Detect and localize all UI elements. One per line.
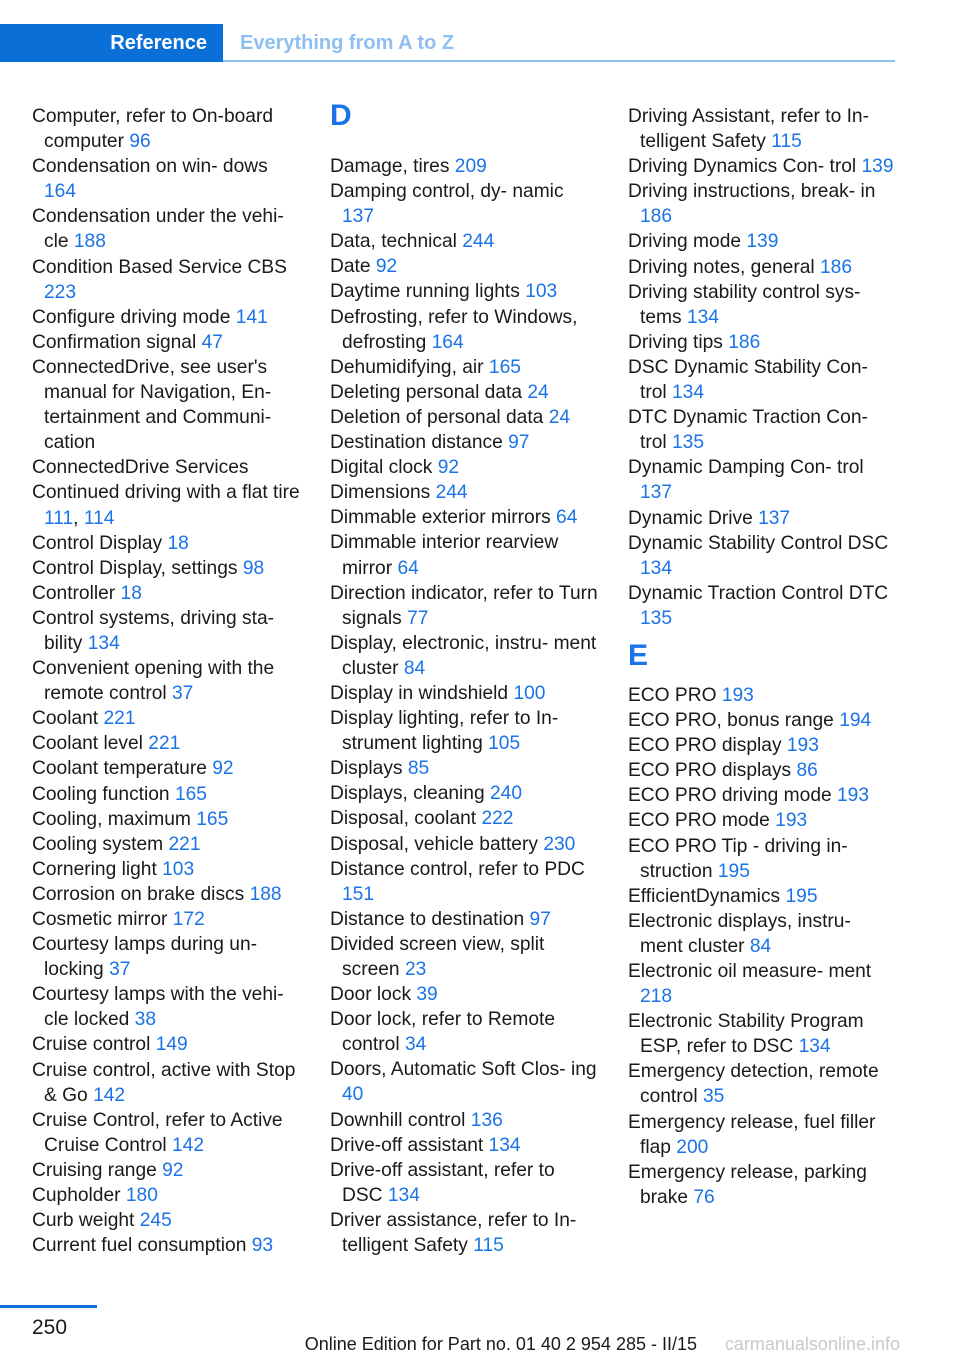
index-entry-text: Displays, cleaning [330,783,485,805]
index-entry-text: Courtesy lamps with the vehi‐ cle locked [32,984,284,1031]
index-entry [32,1158,302,1183]
index-entry-text: Driving mode [628,231,742,253]
index-entry-text: Control Display [32,532,163,554]
page-reference-link[interactable]: 38 [134,1009,157,1031]
page-reference-link[interactable]: 230 [543,833,576,855]
index-entry [32,104,302,154]
index-entry-text: Driving stability control sys‐ tems [628,281,861,328]
index-entry [628,255,898,280]
index-entry-text: Cornering light [32,858,157,880]
index-entry-text: Cruise Control, refer to Active Cruise Control [32,1109,283,1156]
index-column-1 [32,104,302,1258]
index-entry-text: Damping control, dy‐ namic [330,181,564,203]
index-entry [32,204,302,254]
page-reference-link[interactable]: 164 [44,181,77,203]
page-reference-link[interactable]: 137 [342,206,375,228]
index-entry-text: ECO PRO driving mode [628,785,832,807]
index-entry [330,706,600,756]
page-reference-link[interactable]: 115 [473,1235,504,1257]
page-reference-link[interactable]: 188 [73,231,106,253]
index-entry [32,330,302,355]
page-reference-link[interactable]: 165 [174,783,207,805]
index-entry [330,254,600,279]
page-reference-link[interactable]: 100 [513,682,546,704]
page-reference-link[interactable]: 245 [139,1210,172,1232]
page-reference-link[interactable]: 115 [771,131,802,153]
index-entry [32,756,302,781]
index-entry [330,806,600,831]
index-entry [628,733,898,758]
index-entry-text: Dynamic Damping Con‐ trol [628,457,864,479]
index-entry-text: Dynamic Traction Control DTC [628,582,889,604]
page-reference-link[interactable]: 34 [404,1034,427,1056]
index-entry-text: Driving notes, general [628,256,815,278]
page-reference-link[interactable]: 84 [403,657,426,679]
index-entry [628,909,898,959]
page-reference-link[interactable]: 193 [837,785,870,807]
page-reference-link[interactable]: 221 [148,733,181,755]
index-entry [330,1057,600,1107]
index-entry-text: Direction indicator, refer to Turn signals [330,582,598,629]
page-reference-link[interactable]: 135 [672,432,705,454]
index-entry-text: Deletion of personal data [330,406,544,428]
index-entry [330,1007,600,1057]
index-entry-text: Driving tips [628,331,723,353]
index-entry [32,932,302,982]
page-reference-link[interactable]: 149 [155,1034,188,1056]
index-entry [32,857,302,882]
page-reference-link[interactable]: 35 [702,1086,725,1108]
page-reference-link[interactable]: 111 [44,507,74,529]
page-reference-link[interactable]: 92 [162,1159,184,1181]
index-entry [330,530,600,580]
page-reference-link[interactable]: 244 [435,482,468,504]
page-reference-link[interactable]: 114 [83,507,115,529]
index-entry-text: Data, technical [330,231,457,253]
index-entry [330,355,600,380]
page-reference-link[interactable]: 193 [786,735,819,757]
index-entry-text: Electronic displays, instru‐ ment cluster [628,910,851,957]
index-entry [32,832,302,857]
index-entry [32,581,302,606]
index-entry-text: Driving Dynamics Con‐ trol [628,156,857,178]
index-entry-text: Damage, tires [330,156,450,177]
index-entry [32,882,302,907]
page-reference-link[interactable]: 18 [167,532,189,554]
index-entry-text: Disposal, coolant [330,808,477,830]
watermark: carmanualsonline.info [724,1334,900,1354]
page-reference-link[interactable]: 134 [672,382,705,404]
index-entry-text: DTC Dynamic Traction Con‐ trol [628,407,868,454]
page-reference-link[interactable]: 92 [212,758,234,780]
index-entry-text: Distance to destination [330,908,525,930]
index-entry [32,1032,302,1057]
page-reference-link[interactable]: 97 [508,432,530,454]
page-reference-link[interactable]: 186 [820,256,853,278]
chapter-tab[interactable]: Reference [0,24,223,62]
index-entry [330,932,600,982]
page-reference-link[interactable]: 165 [196,808,229,830]
page-number: 250 [32,1316,68,1339]
page-reference-link[interactable]: 93 [251,1235,274,1257]
index-entry-text: ECO PRO Tip - driving in‐ struction [628,835,848,882]
index-entry [628,280,898,330]
page-reference-link[interactable]: 221 [168,833,201,855]
page-reference-link[interactable]: 134 [798,1036,831,1058]
index-entry [32,1108,302,1158]
page-reference-link[interactable]: 240 [490,783,523,805]
index-entry [32,154,302,204]
page-reference-link[interactable]: 76 [693,1186,715,1208]
index-entry-text: Coolant temperature [32,758,207,780]
index-entry [32,1233,302,1258]
index-entry [628,179,898,229]
index-entry-text: Distance control, refer to PDC [330,858,585,880]
page-reference-link[interactable]: 136 [470,1109,503,1131]
page-reference-link[interactable]: 40 [342,1084,364,1106]
index-entry [628,1110,898,1160]
index-entry [32,807,302,832]
index-entry-text: Coolant level [32,733,143,755]
index-letter-heading: E [628,638,649,672]
index-entry [628,1059,898,1109]
index-entry [330,581,600,631]
page-reference-link[interactable]: 193 [775,810,808,832]
header-rule [223,60,895,62]
page-reference-link[interactable]: 97 [529,908,551,930]
index-entry-text: Destination distance [330,432,503,454]
index-entry-text: Continued driving with a flat tire [32,482,300,504]
index-column-2 [330,99,600,1258]
page-reference-link[interactable]: 47 [201,331,223,353]
index-entry [32,907,302,932]
index-entry-text: Door lock, refer to Remote control [330,1009,556,1056]
index-entry [32,556,302,581]
page-reference-link[interactable]: 244 [462,231,495,253]
index-entry-text: Confirmation signal [32,331,197,353]
index-entry-text: Displays [330,758,403,780]
index-entry [32,1058,302,1108]
page-reference-link[interactable]: 172 [172,909,205,930]
index-entry [330,279,600,304]
index-entry [32,355,302,455]
index-entry-text: Curb weight [32,1210,135,1232]
page-reference-link[interactable]: 135 [640,607,673,629]
index-entry [330,1208,600,1258]
index-entry-text: Cooling, maximum [32,808,191,830]
page-reference-link[interactable]: 103 [162,858,195,880]
page-reference-link[interactable]: 141 [235,306,268,328]
index-entry-text: Digital clock [330,457,433,479]
footer-rule [0,1305,97,1308]
index-entry [330,907,600,932]
index-entry-text: Cruise control, active with Stop & Go [32,1059,296,1106]
index-entry-text: ConnectedDrive Services [32,457,249,479]
page-reference-link[interactable]: 86 [796,760,818,782]
index-entry [330,1158,600,1208]
index-entry [330,405,600,430]
index-entry-text: Emergency release, fuel filler flap [628,1111,876,1158]
index-entry-text: Deleting personal data [330,381,523,403]
index-entry-text: ECO PRO display [628,735,782,757]
index-entry [628,330,898,355]
index-entry [330,179,600,229]
index-entry-text: Driving instructions, break- in [628,181,876,203]
index-entry-text: Control systems, driving sta‐ bility [32,607,275,654]
index-entry-text: Downhill control [330,1109,466,1131]
index-letter-heading: D [330,99,352,132]
page-reference-link[interactable]: 64 [397,557,419,579]
index-entry [32,656,302,706]
index-entry-text: Convenient opening with the remote control [32,658,275,705]
index-entry-text: Date [330,256,371,278]
index-entry-text: Dehumidifying, air [330,356,484,378]
index-entry-text: Cruise control [32,1034,151,1056]
index-entry-text: Cruising range [32,1159,157,1181]
index-entry [628,455,898,505]
index-entry [330,305,600,355]
index-entry [628,758,898,783]
index-entry [628,1160,898,1210]
index-entry [628,506,898,531]
page-reference-link[interactable]: 134 [488,1134,521,1156]
index-entry [628,834,898,884]
index-entry [330,681,600,706]
index-entry [330,832,600,857]
page-reference-link[interactable]: 37 [109,959,131,981]
page-reference-link[interactable]: 209 [454,156,487,177]
index-entry-text: ECO PRO, bonus range [628,710,834,732]
page-reference-link[interactable]: 139 [746,231,779,253]
index-entry-text: Condensation on win‐ dows [32,156,268,178]
index-entry [628,581,898,631]
index-entry-text: Dimmable exterior mirrors [330,507,551,529]
index-entry [32,606,302,656]
page-reference-link[interactable]: 92 [437,457,460,479]
index-entry-text: ECO PRO [628,684,717,706]
page-reference-link[interactable]: 24 [527,381,549,403]
index-entry-text: Drive-off assistant [330,1134,484,1156]
page-reference-link[interactable]: 96 [129,131,151,153]
index-entry [330,455,600,480]
page-reference-link[interactable]: 92 [375,256,398,278]
index-entry [330,1133,600,1158]
index-entry-text: Doors, Automatic Soft Clos‐ ing [330,1059,597,1081]
index-entry [330,430,600,455]
page-reference-link[interactable]: 105 [488,733,521,755]
index-entry-text: Condensation under the vehi‐ cle [32,206,284,253]
index-entry [330,154,600,179]
index-entry [330,229,600,254]
index-entry [32,982,302,1032]
index-entry-text: Cupholder [32,1185,121,1207]
page-reference-link[interactable]: 85 [407,758,430,780]
page-reference-link[interactable]: 84 [749,935,772,957]
page-reference-link[interactable]: 180 [125,1185,158,1207]
page-header [0,24,895,62]
index-entry [628,708,898,733]
page-reference-link[interactable]: 37 [171,683,194,705]
index-entry-text: Drive-off assistant, refer to DSC [330,1159,555,1206]
page-reference-link[interactable]: 223 [44,281,77,303]
index-entry-text: Configure driving mode [32,306,231,328]
index-entry-text: Driving Assistant, refer to In‐ telligent Safety [628,106,869,153]
page-reference-link[interactable]: 221 [103,708,136,730]
index-entry-text: Emergency detection, remote control [628,1061,879,1108]
index-entry [330,781,600,806]
index-entry [330,380,600,405]
index-entry [32,255,302,305]
page-reference-link[interactable]: 77 [407,607,429,629]
index-entry-text: Driver assistance, refer to In‐ telligent Safety [330,1209,577,1257]
page-reference-link[interactable]: 18 [120,582,142,604]
index-entry [628,229,898,254]
index-entry-text: Cosmetic mirror [32,909,168,930]
page-reference-link[interactable]: 134 [686,306,719,328]
index-entry-text: ECO PRO displays [628,760,792,782]
section-title[interactable]: Everything from A to Z [240,32,455,54]
index-entry [32,1183,302,1208]
page-reference-link[interactable]: 139 [861,156,894,178]
index-entry-text: Defrosting, refer to Windows, defrosting [330,306,578,353]
page-reference-link[interactable]: 134 [387,1184,420,1206]
page-reference-link[interactable]: 23 [404,959,427,980]
index-entry-text: Emergency release, parking brake [628,1161,867,1208]
index-entry-text: ECO PRO mode [628,810,770,832]
index-entry [330,756,600,781]
index-entry [32,531,302,556]
index-entry [628,104,898,154]
index-entry [628,355,898,405]
page-reference-link[interactable]: 186 [728,331,761,353]
index-entry-text: Dynamic Stability Control DSC [628,532,889,554]
index-entry-text: Cooling system [32,833,164,855]
index-entry [628,783,898,808]
page-reference-link[interactable]: 200 [676,1136,709,1158]
page-reference-link[interactable]: 137 [758,507,791,529]
index-entry [32,455,302,480]
index-entry-text: Display, electronic, instru‐ ment cluster [330,632,597,679]
index-entry [330,480,600,505]
index-entry-text: Control Display, settings [32,557,238,579]
index-entry [628,405,898,455]
index-entry-text: EfficientDynamics [628,885,781,907]
page-reference-link[interactable]: 165 [488,356,521,378]
index-entry [628,884,898,909]
page-reference-link[interactable]: 64 [556,507,578,529]
page-reference-link[interactable]: 134 [87,632,120,654]
page-reference-link[interactable]: 193 [721,684,754,706]
index-entry [32,1208,302,1233]
index-entry-text: Daytime running lights [330,281,520,303]
index-entry [330,1108,600,1133]
index-entry [628,1009,898,1059]
page-reference-link[interactable]: 137 [640,482,673,504]
index-entry [330,505,600,530]
index-entry [32,305,302,330]
page-reference-link[interactable]: 142 [171,1134,204,1156]
page-reference-link[interactable]: 103 [525,281,558,303]
index-entry-text: Display lighting, refer to In‐ strument lighting [330,708,559,755]
page-reference-link[interactable]: 151 [342,883,375,905]
page-reference-link[interactable]: 186 [640,206,673,228]
index-entry-text: Divided screen view, split screen [330,933,545,980]
index-entry [330,631,600,681]
index-entry-text: Controller [32,582,116,604]
index-column-3 [628,104,898,1210]
index-entry-text: Disposal, vehicle battery [330,833,538,855]
page-reference-link[interactable]: 142 [93,1084,126,1106]
page-reference-link[interactable]: 188 [249,883,282,905]
page-reference-link[interactable]: 39 [416,984,438,1006]
page-reference-link[interactable]: 98 [242,557,265,579]
index-entry [330,982,600,1007]
page-reference-link[interactable]: 218 [640,986,673,1008]
index-entry-text: Coolant [32,708,99,730]
index-entry-text: Door lock [330,984,412,1006]
index-entry [32,782,302,807]
page-reference-link[interactable]: 195 [785,885,818,907]
page-reference-link[interactable]: 164 [431,331,464,353]
page-reference-link[interactable]: 222 [481,808,514,830]
index-entry-text: Display in windshield [330,682,509,704]
index-entry-text: Electronic oil measure‐ ment [628,961,872,982]
index-entry-text: Corrosion on brake discs [32,883,245,905]
index-entry [628,959,898,1009]
page-reference-link[interactable]: 24 [548,406,571,428]
index-entry-text: Cooling function [32,783,170,805]
index-entry-text: Current fuel consumption [32,1235,247,1257]
index-entry [628,154,898,179]
index-entry [628,808,898,833]
index-entry-text: Electronic Stability Program ESP, refer to DSC [628,1011,864,1058]
index-entry-text: Dimmable interior rearview mirror [330,532,559,579]
index-entry [32,731,302,756]
edition-note: Online Edition for Part no. 01 40 2 954 285 - II/15 [304,1334,697,1354]
index-entry-text: Dynamic Drive [628,507,753,529]
index-entry-text: Computer, refer to On-board computer [32,106,274,153]
page-reference-link[interactable]: 195 [717,860,750,882]
index-entry-text: DSC Dynamic Stability Con‐ trol [628,356,868,404]
index-entry [330,857,600,907]
index-entry [628,683,898,708]
index-entry-text: Courtesy lamps during un‐ locking [32,934,258,981]
page-reference-link[interactable]: 194 [839,710,872,732]
index-entry-text: Condition Based Service CBS [32,256,287,278]
index-entry: Continued driving with a flat tire 111, 114 [32,482,300,529]
index-entry [628,531,898,581]
page-reference-link[interactable]: 134 [640,557,673,579]
index-entry [32,706,302,731]
index-entry-text: Dimensions [330,482,431,504]
index-entry-text: ConnectedDrive, see user's manual for Navigation, En‐ tertainment and Communi‐ cation [32,356,272,454]
